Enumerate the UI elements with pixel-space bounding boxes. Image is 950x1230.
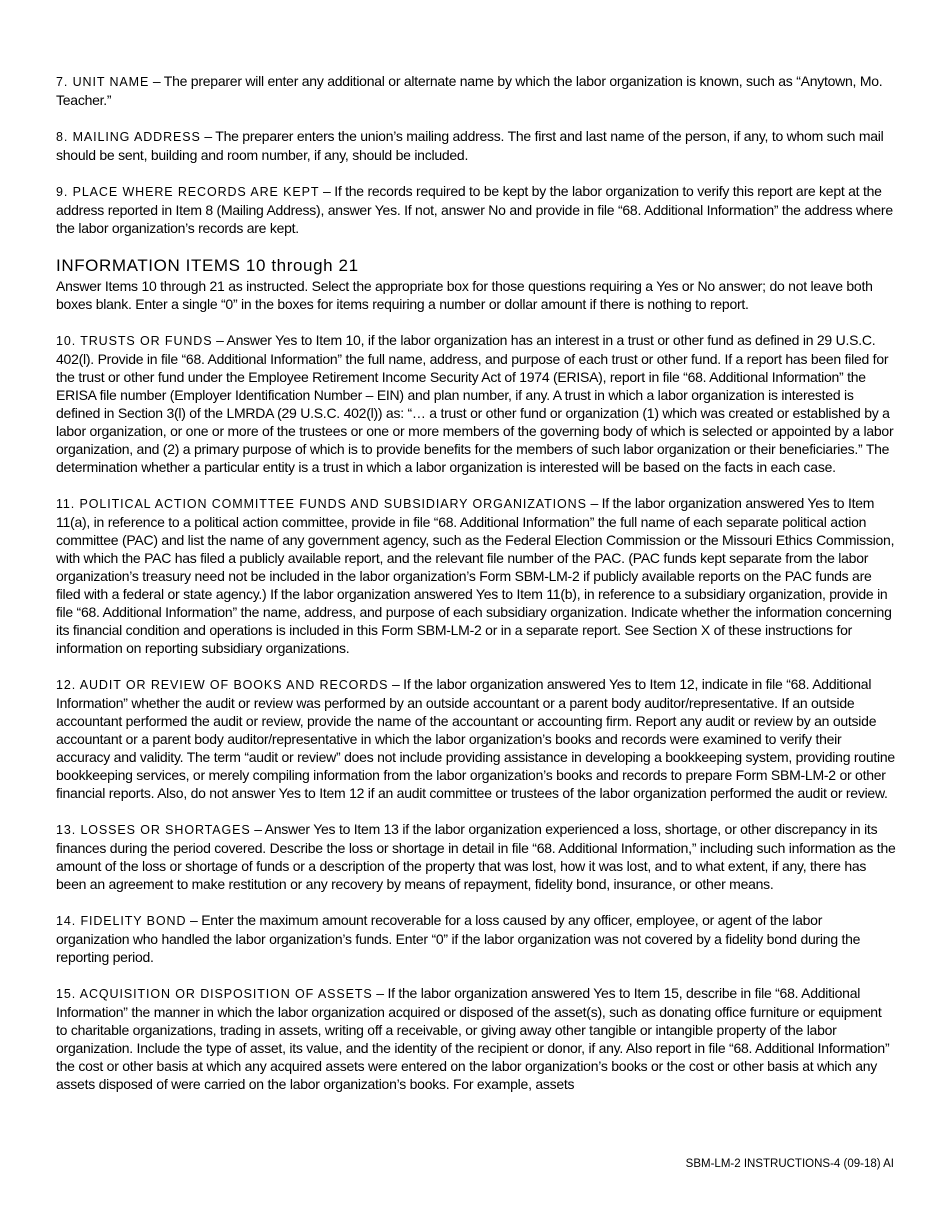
item-text: – Answer Yes to Item 10, if the labor organization has an interest in a trust or other fund as defined in 29 U.S.C. 402(l). Provide in file “68. Additional Information” the full name, address, and purpose of each trust or other fund. If a report has been filed for the trust or other fund under the Employee Retirement Income Security Act of 1974 (ERISA), report in file “68. Additional Information” the ERISA file number (Employer Identification Number – EIN) and plan number, if any. A trust in which a labor organization is interested is defined in Section 3(l) of the LMRDA (29 U.S.C. 402(l)) as: “… a trust or other fund or organization (1) which was created or established by a labor organization, or one or more of the trustees or one or more members of the governing body of which is selected or appointed by a labor organization, and (2) a primary purpose of which is to provide benefits for the members of such labor organization or their beneficiaries.” The determination whether a particular entity is a trust in which a labor organization is interested will be based on the facts in each case. xyxy=(56,332,894,475)
item-text: – Enter the maximum amount recoverable for a loss caused by any officer, employee, or agent of the labor organization who handled the labor organization’s funds. Enter “0” if the labor organization was not covered by a fidelity bond during the reporting period. xyxy=(56,912,861,965)
item-heading: 9. PLACE WHERE RECORDS ARE KEPT xyxy=(56,185,320,199)
item-13-losses-or-shortages xyxy=(56,820,896,893)
item-15-acquisition-or-disposition xyxy=(56,984,896,1093)
item-text: – If the records required to be kept by the labor organization to verify this report are kept at the address reported in Item 8 (Mailing Address), answer Yes. If not, answer No and provide in file “68. Additional Information” the address where the labor organization’s records are kept. xyxy=(56,183,893,236)
item-8-mailing-address xyxy=(56,127,896,164)
item-heading: 10. TRUSTS OR FUNDS xyxy=(56,334,213,348)
item-heading: 8. MAILING ADDRESS xyxy=(56,130,201,144)
item-text: – Answer Yes to Item 13 if the labor organization experienced a loss, shortage, or other discrepancy in its finances during the period covered. Describe the loss or shortage in detail in file “68. Additional Information,” including such information as the amount of the loss or shortage of funds or a description of the property that was lost, how it was lost, and to what extent, if any, there has been an agreement to make restitution or any recovery by means of repayment, fidelity bond, insurance, or other means. xyxy=(56,821,896,892)
item-heading: 7. UNIT NAME xyxy=(56,75,150,89)
document-page xyxy=(56,72,896,1093)
section-intro: Answer Items 10 through 21 as instructed. Select the appropriate box for those questions requiring a Yes or No answer; do not leave both boxes blank. Enter a single “0” in the boxes for items requiring a number or dollar amount if there is nothing to report. xyxy=(56,278,873,312)
item-text: – The preparer will enter any additional or alternate name by which the labor organization is known, such as “Anytown, Mo. Teacher.” xyxy=(56,73,883,108)
item-heading: 12. AUDIT OR REVIEW OF BOOKS AND RECORDS xyxy=(56,678,389,692)
item-14-fidelity-bond xyxy=(56,911,896,966)
item-text: – If the labor organization answered Yes to Item 12, indicate in file “68. Additional Information” whether the audit or review was performed by an outside accountant or a parent body auditor/representative. If an outside accountant performed the audit or review, provide the name of the accountant or accounting firm. Report any audit or review by an outside accountant or a parent body auditor/representative in which the labor organization’s books and records were examined to verify their accuracy and validity. The term “audit or review” does not include providing assistance in developing a bookkeeping system, providing routine bookkeeping services, or merely compiling information from the labor organization’s books and records to prepare Form SBM-LM-2 or other financial reports. Also, do not answer Yes to Item 12 if an audit committee or trustees of the labor organization performed the audit or review. xyxy=(56,676,895,801)
item-text: – If the labor organization answered Yes to Item 11(a), in reference to a political action committee, provide in file “68. Additional Information” the full name of each separate political action committee (PAC) and list the name of any government agency, such as the Federal Election Commission or the Missouri Ethics Commission, with which the PAC has filed a publicly available report, and the relevant file number of the PAC. (PAC funds kept separate from the labor organization’s treasury need not be included in the labor organization’s Form SBM-LM-2 if publicly available reports on the PAC funds are filed with a federal or state agency.) If the labor organization answered Yes to Item 11(b), in reference to a subsidiary organization, provide in file “68. Additional Information” the name, address, and purpose of each subsidiary organization. Indicate whether the information concerning its financial condition and operations is included in this Form SBM-LM-2 or in a separate report. See Section X of these instructions for information on reporting subsidiary organizations. xyxy=(56,495,895,656)
item-text: – If the labor organization answered Yes to Item 15, describe in file “68. Additional Information” the manner in which the labor organization acquired or disposed of the asset(s), such as donating office furniture or equipment to charitable organizations, trading in assets, writing off a receivable, or giving away other tangible or intangible property of the labor organization. Include the type of asset, its value, and the identity of the recipient or donor, if any. Also report in file “68. Additional Information” the cost or other basis at which any acquired assets were entered on the labor organization’s books or the cost or other basis at which any assets disposed of were carried on the labor organization’s books. For example, assets xyxy=(56,985,890,1092)
item-heading: 14. FIDELITY BOND xyxy=(56,914,187,928)
item-heading: 15. ACQUISITION OR DISPOSITION OF ASSETS xyxy=(56,987,373,1001)
section-heading: INFORMATION ITEMS 10 through 21 xyxy=(56,256,359,275)
item-7-unit-name xyxy=(56,72,896,109)
item-heading: 13. LOSSES OR SHORTAGES xyxy=(56,823,251,837)
page-footer: SBM-LM-2 INSTRUCTIONS-4 (09-18) AI xyxy=(685,1158,894,1170)
item-12-audit-or-review xyxy=(56,675,896,802)
item-9-place-where-records-kept xyxy=(56,182,896,237)
item-text: – The preparer enters the union’s mailing address. The first and last name of the person, if any, to whom such mail should be sent, building and room number, if any, should be included. xyxy=(56,128,884,163)
item-10-trusts-or-funds xyxy=(56,331,896,476)
item-heading: 11. POLITICAL ACTION COMMITTEE FUNDS AND SUBSIDIARY ORGANIZATIONS xyxy=(56,497,587,511)
item-11-pac-and-subsidiary xyxy=(56,494,896,657)
